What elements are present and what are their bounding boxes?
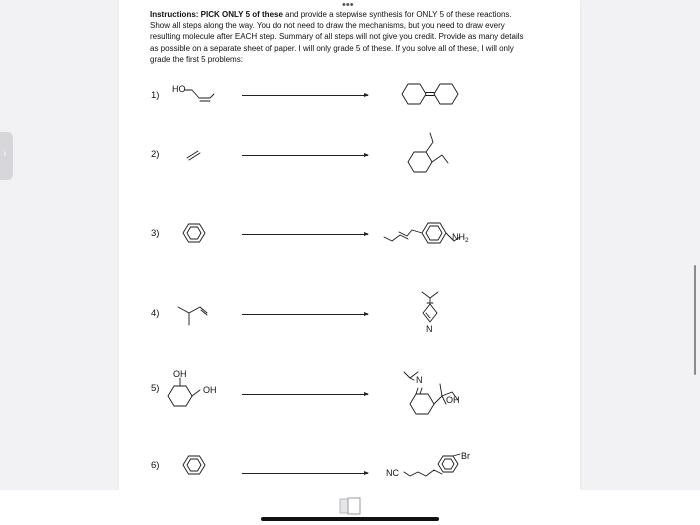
- start-label-5: OH: [173, 369, 187, 379]
- product-molecule-1: [402, 84, 458, 104]
- instructions-lead: Instructions: PICK ONLY 5 of these: [150, 10, 283, 19]
- problem-number-3: 3): [151, 228, 160, 239]
- sidebar-toggle[interactable]: [0, 132, 13, 180]
- product-molecule-5: [404, 372, 458, 414]
- start-label-5b: OH: [203, 385, 217, 395]
- product-label-5: N: [416, 375, 423, 385]
- start-molecule-3: [183, 224, 205, 242]
- product-label-6b: Br: [461, 451, 470, 461]
- start-molecule-2: [187, 151, 200, 160]
- problem-number-2: 2): [151, 149, 160, 160]
- product-label-6: NC: [386, 468, 399, 478]
- start-molecule-5: [168, 378, 200, 406]
- page-thumbnails-icon[interactable]: [338, 497, 362, 515]
- problem-number-5: 5): [151, 383, 160, 394]
- product-label-5b: OH: [446, 395, 460, 405]
- home-indicator[interactable]: [261, 517, 439, 521]
- product-molecule-2: [408, 133, 448, 172]
- product-label-4: N: [426, 324, 433, 334]
- start-molecule-4: [178, 307, 207, 325]
- start-label-1: HO: [172, 84, 186, 94]
- problem-number-6: 6): [151, 460, 160, 471]
- product-molecule-3: [384, 223, 460, 243]
- more-options-icon[interactable]: •••: [342, 0, 354, 11]
- problem-number-4: 4): [151, 308, 160, 319]
- start-molecule-1: [185, 90, 214, 101]
- product-molecule-6: [404, 454, 460, 476]
- start-molecule-6: [183, 456, 205, 474]
- product-molecule-4: [422, 292, 438, 322]
- problem-number-1: 1): [151, 90, 160, 101]
- instructions-body: and provide a stepwise synthesis for ONLY 5 of these reactions. Show all steps along the way. You do not need to draw the mechanisms, but you need to draw every resulting molecule after EACH step. Summary of all steps will not give you credit. Provide as many details as possible on a separate sheet of paper. I will only grade 5 of these. If you solve all of these, I will only grade the first 5 problems:: [150, 10, 524, 64]
- scrollbar[interactable]: [694, 265, 696, 375]
- product-label-3: $NH_2$: [452, 232, 469, 244]
- chevron-right-icon[interactable]: ›: [3, 148, 7, 159]
